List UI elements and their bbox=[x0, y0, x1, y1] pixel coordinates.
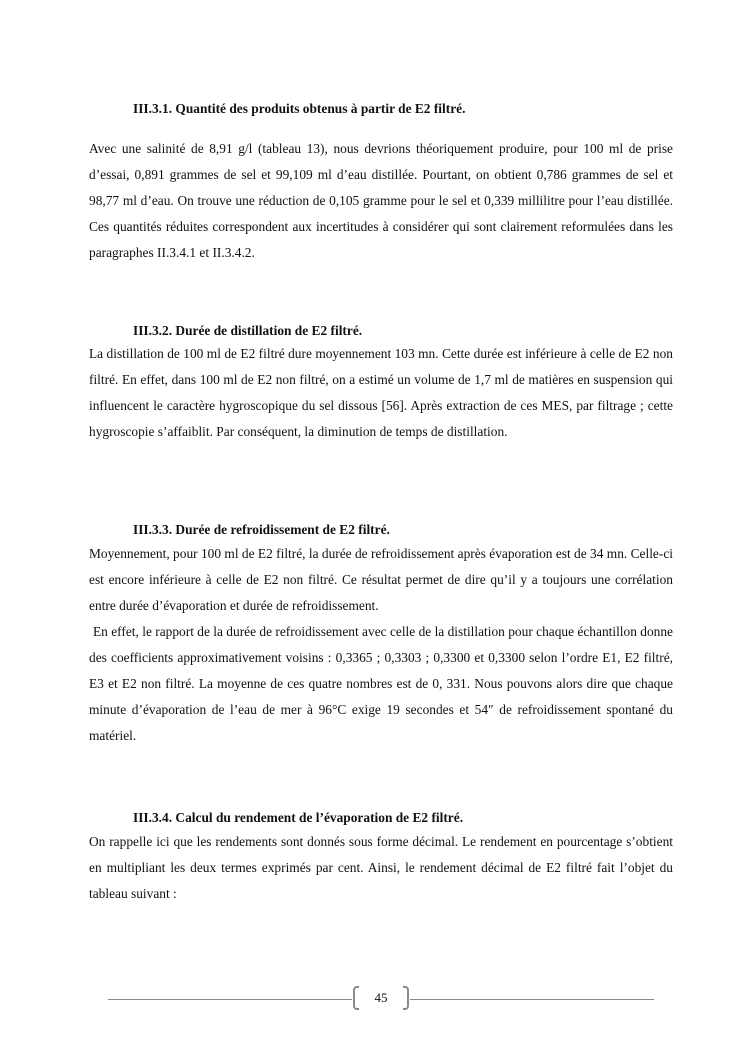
section-body-3-4 bbox=[89, 829, 673, 907]
section-heading-3-4: III.3.4. Calcul du rendement de l’évaporation de E2 filtré. bbox=[133, 810, 464, 825]
page-footer bbox=[108, 985, 654, 1015]
footer-rule-left bbox=[108, 999, 352, 1000]
section-body-3-1 bbox=[89, 136, 673, 266]
page-number: 45 bbox=[374, 990, 388, 1005]
paragraph: Moyennement, pour 100 ml de E2 filtré, la durée de refroidissement après évaporation est de 34 mn. Celle-ci est encore inférieure à celle de E2 non filtré. Ce résultat permet de dire qu’il y a toujours une corrélation entre durée d’évaporation et durée de refroidissement. bbox=[89, 546, 673, 613]
section-heading-3-3: III.3.3. Durée de refroidissement de E2 filtré. bbox=[133, 522, 390, 537]
section-body-3-3 bbox=[89, 541, 673, 749]
footer-rule-right bbox=[410, 999, 654, 1000]
paragraph: On rappelle ici que les rendements sont donnés sous forme décimal. Le rendement en pourcentage s’obtient en multipliant les deux termes exprimés par cent. Ainsi, le rendement décimal de E2 filtré fait l’objet du tableau suivant : bbox=[89, 834, 673, 901]
footer-bracket-right bbox=[403, 986, 409, 1010]
section-heading-3-2: III.3.2. Durée de distillation de E2 filtré. bbox=[133, 323, 363, 338]
paragraph: Avec une salinité de 8,91 g/l (tableau 13), nous devrions théoriquement produire, pour 100 ml de prise d’essai, 0,891 grammes de sel et 99,109 ml d’eau distillée. Pourtant, on obtient 0,786 grammes de sel et 98,77 ml d’eau. On trouve une réduction de 0,105 gramme pour le sel et 0,339 millilitre pour l’eau distillée. Ces quantités réduites correspondent aux incertitudes à considérer qui sont clairement reformulées dans les paragraphes II.3.4.1 et II.3.4.2. bbox=[89, 141, 673, 260]
paragraph: En effet, le rapport de la durée de refroidissement avec celle de la distillation pour chaque échantillon donne des coefficients approximativement voisins : 0,3365 ; 0,3303 ; 0,3300 et 0,3300 selon l’ordre E1, E2 filtré, E3 et E2 non filtré. La moyenne de ces quatre nombres est de 0, 331. Nous pouvons alors dire que chaque minute d’évaporation de l’eau de mer à 96°C exige 19 secondes et 54″ de refroidissement spontané du matériel. bbox=[89, 624, 673, 743]
section-body-3-2 bbox=[89, 341, 673, 445]
paragraph: La distillation de 100 ml de E2 filtré dure moyennement 103 mn. Cette durée est inférieure à celle de E2 non filtré. En effet, dans 100 ml de E2 non filtré, on a estimé un volume de 1,7 ml de matières en suspension qui influencent le caractère hygroscopique du sel dissous [56]. Après extraction de ces MES, par filtrage ; cette hygroscopie s’affaiblit. Par conséquent, la diminution de temps de distillation. bbox=[89, 346, 673, 439]
section-heading-3-1: III.3.1. Quantité des produits obtenus à partir de E2 filtré. bbox=[133, 101, 466, 116]
